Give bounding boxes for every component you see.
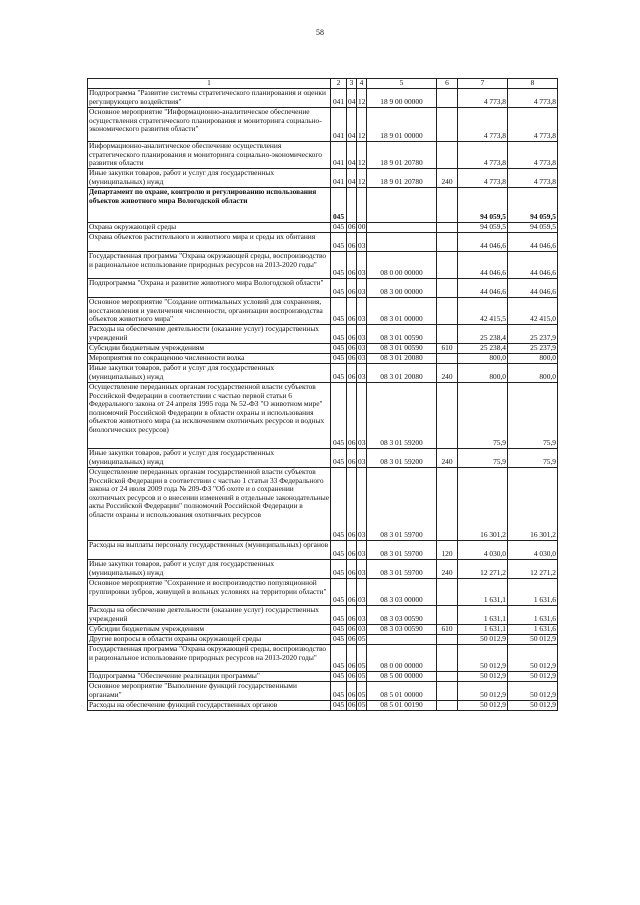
cell-section: 06 — [347, 383, 357, 449]
cell-section: 06 — [347, 560, 357, 579]
cell-target-article: 08 3 01 20080 — [367, 354, 437, 364]
cell-amount-2: 50 012,9 — [508, 672, 558, 682]
header-cell: 1 — [88, 79, 331, 89]
cell-target-article: 08 3 01 00590 — [367, 325, 437, 344]
cell-name: Основное мероприятие "Выполнение функций государственными органами" — [88, 682, 331, 701]
table-row — [88, 682, 558, 701]
cell-name: Основное мероприятие "Информационно-аналитическое обеспечение осуществления стратегического планирования и мониторинга социально-экономического развития области" — [88, 108, 331, 142]
cell-amount-2: 25 237,9 — [508, 344, 558, 354]
cell-grbs: 045 — [331, 298, 347, 325]
cell-subsection: 03 — [357, 364, 367, 383]
cell-expense-type — [437, 672, 458, 682]
cell-amount-2: 1 631,6 — [508, 625, 558, 635]
cell-section: 06 — [347, 468, 357, 541]
cell-expense-type: 240 — [437, 364, 458, 383]
cell-expense-type — [437, 468, 458, 541]
cell-expense-type — [437, 108, 458, 142]
cell-target-article: 18 9 01 20780 — [367, 169, 437, 188]
cell-subsection: 03 — [357, 383, 367, 449]
cell-section: 06 — [348, 343, 356, 353]
cell-subsection: 03 — [357, 606, 367, 625]
cell-expense-type: 610 — [437, 344, 458, 354]
cell-grbs: 045 — [331, 364, 347, 383]
cell-name: Иные закупки товаров, работ и услуг для государственных (муниципальных) нужд — [88, 560, 331, 579]
table-row — [88, 325, 558, 344]
cell-amount-1: 800,0 — [458, 364, 508, 383]
cell-expense-type — [437, 279, 458, 298]
cell-name: Подпрограмма "Охрана и развитие животного мира Вологодской области" — [88, 279, 331, 298]
cell-expense-type — [437, 188, 458, 223]
table-row — [88, 383, 558, 449]
cell-name: Основное мероприятие "Сохранение и воспроизводство популяционной группировки зубров, живущей в вольных условиях на территории области" — [88, 579, 331, 606]
cell-section: 04 — [347, 89, 357, 108]
cell-amount-1: 16 301,2 — [458, 468, 508, 541]
cell-section: 04 — [347, 142, 357, 169]
cell-amount-2: 12 271,2 — [508, 560, 558, 579]
cell-expense-type — [437, 645, 458, 672]
cell-expense-type — [437, 579, 458, 606]
cell-expense-type: 240 — [437, 560, 458, 579]
table-row — [88, 449, 558, 468]
cell-target-article: 08 3 00 00000 — [367, 279, 437, 298]
cell-subsection: 03 — [357, 298, 367, 325]
table-row — [88, 364, 558, 383]
budget-table — [87, 78, 558, 711]
cell-target-article — [367, 188, 437, 223]
cell-subsection: 03 — [357, 560, 367, 579]
cell-section: 06 — [348, 671, 356, 681]
cell-amount-2: 4 773,8 — [508, 169, 558, 188]
cell-subsection: 03 — [357, 233, 367, 252]
cell-grbs: 045 — [331, 579, 347, 606]
table-row — [88, 645, 558, 672]
table-row — [88, 188, 558, 223]
cell-name: Осуществление переданных органам государственной власти субъектов Российской Федерации в соответствии с частью 1 статьи 33 Федерального закона от 24 июля 2009 года № 209-ФЗ "Об охоте и о сохранении охотничьих ресурсов и о внесении изменений в отдельные законодательные акты Российской Федерации" полномочий Российской Федерации в области охраны и использования охотничьих ресурсов — [88, 468, 331, 541]
cell-section: 06 — [347, 325, 357, 344]
cell-amount-1: 44 046,6 — [458, 233, 508, 252]
cell-grbs: 041 — [331, 108, 347, 142]
cell-expense-type — [437, 142, 458, 169]
cell-section: 06 — [347, 279, 357, 298]
cell-target-article: 08 3 01 00590 — [367, 344, 437, 354]
cell-amount-1: 50 012,9 — [458, 682, 508, 701]
cell-expense-type — [437, 233, 458, 252]
table-row — [88, 142, 558, 169]
cell-subsection: 03 — [357, 449, 367, 468]
cell-amount-2: 94 059,5 — [508, 223, 558, 233]
cell-amount-2: 44 046,6 — [508, 279, 558, 298]
cell-grbs: 045 — [331, 635, 347, 645]
cell-subsection: 12 — [357, 108, 367, 142]
cell-amount-2: 4 773,8 — [508, 89, 558, 108]
header-cell: 2 — [331, 79, 347, 89]
cell-name: Подпрограмма "Развитие системы стратегического планирования и оценки регулирующего воздействия" — [88, 89, 331, 108]
table-row — [88, 298, 558, 325]
cell-name: Иные закупки товаров, работ и услуг для государственных (муниципальных) нужд — [88, 364, 331, 383]
cell-target-article: 08 3 01 20080 — [367, 364, 437, 383]
cell-section: 06 — [347, 579, 357, 606]
cell-amount-1: 4 773,8 — [458, 169, 508, 188]
table-row — [88, 468, 558, 541]
cell-grbs: 041 — [331, 89, 347, 108]
cell-section: 06 — [347, 541, 357, 560]
cell-amount-2: 75,9 — [508, 383, 558, 449]
cell-amount-1: 75,9 — [458, 383, 508, 449]
cell-subsection: 12 — [357, 169, 367, 188]
cell-subsection: 05 — [358, 700, 366, 710]
cell-subsection: 00 — [358, 222, 366, 232]
cell-amount-1: 1 631,1 — [458, 579, 508, 606]
cell-name: Государственная программа "Охрана окружающей среды, воспроизводство и рациональное использование природных ресурсов на 2013-2020 годы" — [88, 252, 331, 279]
cell-amount-1: 800,0 — [458, 354, 508, 364]
header-row — [88, 79, 558, 89]
cell-target-article: 08 0 00 00000 — [367, 645, 437, 672]
page-number: 58 — [316, 28, 324, 37]
cell-amount-1: 44 046,6 — [458, 252, 508, 279]
header-cell: 5 — [367, 79, 437, 89]
table-row — [88, 672, 558, 682]
cell-section: 06 — [348, 222, 356, 232]
cell-target-article — [367, 223, 437, 233]
header-cell: 6 — [437, 79, 458, 89]
cell-section: 06 — [348, 634, 356, 644]
cell-amount-1: 42 415,5 — [458, 298, 508, 325]
cell-name: Расходы на обеспечение деятельности (оказание услуг) государственных учреждений — [88, 606, 331, 625]
cell-amount-2: 1 631,6 — [508, 606, 558, 625]
cell-grbs: 045 — [331, 449, 347, 468]
table-row — [88, 560, 558, 579]
cell-subsection: 03 — [357, 252, 367, 279]
cell-target-article: 08 3 01 59700 — [367, 541, 437, 560]
cell-expense-type: 610 — [437, 625, 458, 635]
cell-grbs: 045 — [331, 223, 347, 233]
cell-target-article: 08 3 01 59700 — [367, 468, 437, 541]
cell-grbs: 045 — [331, 252, 347, 279]
cell-grbs: 045 — [331, 606, 347, 625]
cell-subsection: 05 — [358, 634, 366, 644]
cell-target-article: 08 3 03 00590 — [367, 625, 437, 635]
table-row — [88, 169, 558, 188]
cell-target-article: 08 0 00 00000 — [367, 252, 437, 279]
header-cell: 8 — [508, 79, 558, 89]
cell-name: Информационно-аналитическое обеспечение осуществления стратегического планирования и мониторинга социально-экономического развития области — [88, 142, 331, 169]
table-row — [88, 579, 558, 606]
cell-amount-1: 4 773,8 — [458, 89, 508, 108]
cell-target-article: 08 3 01 59200 — [367, 383, 437, 449]
cell-name: Основное мероприятие "Создание оптимальных условий для сохранения, восстановления и увеличения численности, организации воспроизводства объектов животного мира" — [88, 298, 331, 325]
cell-name: Расходы на выплаты персоналу государственных (муниципальных) органов — [88, 541, 331, 560]
cell-subsection: 03 — [358, 343, 366, 353]
cell-subsection: 03 — [357, 541, 367, 560]
header-cell: 7 — [458, 79, 508, 89]
cell-section: 06 — [348, 624, 356, 634]
cell-target-article — [367, 233, 437, 252]
cell-amount-1: 1 631,1 — [458, 606, 508, 625]
cell-grbs: 045 — [331, 625, 347, 635]
cell-amount-2: 4 773,8 — [508, 108, 558, 142]
table-row — [88, 701, 558, 711]
cell-amount-1: 25 238,4 — [458, 325, 508, 344]
cell-amount-2: 4 030,0 — [508, 541, 558, 560]
table-row — [88, 606, 558, 625]
cell-name: Расходы на обеспечение деятельности (оказание услуг) государственных учреждений — [88, 325, 331, 344]
cell-amount-2: 16 301,2 — [508, 468, 558, 541]
cell-name: Государственная программа "Охрана окружающей среды, воспроизводство и рациональное использование природных ресурсов на 2013-2020 годы" — [88, 645, 331, 672]
cell-amount-2: 800,0 — [508, 354, 558, 364]
cell-target-article: 08 3 03 00000 — [367, 579, 437, 606]
table-row — [88, 635, 558, 645]
cell-amount-1: 50 012,9 — [458, 645, 508, 672]
cell-amount-1: 1 631,1 — [458, 625, 508, 635]
cell-subsection: 03 — [357, 468, 367, 541]
cell-section: 06 — [347, 233, 357, 252]
cell-section — [347, 188, 357, 223]
cell-name: Охрана объектов растительного и животного мира и среды их обитания — [88, 233, 331, 252]
cell-subsection: 12 — [357, 89, 367, 108]
cell-name: Другие вопросы в области охраны окружающей среды — [88, 635, 331, 645]
cell-expense-type: 240 — [437, 169, 458, 188]
cell-amount-2: 1 631,6 — [508, 579, 558, 606]
cell-name: Расходы на обеспечение функций государственных органов — [88, 701, 331, 711]
table-row — [88, 233, 558, 252]
table-row — [88, 354, 558, 364]
table-row — [88, 223, 558, 233]
cell-grbs: 045 — [331, 560, 347, 579]
cell-target-article: 08 3 03 00590 — [367, 606, 437, 625]
cell-grbs: 045 — [331, 325, 347, 344]
cell-amount-1: 50 012,9 — [458, 672, 508, 682]
cell-target-article: 18 9 01 20780 — [367, 142, 437, 169]
cell-name: Иные закупки товаров, работ и услуг для государственных (муниципальных) нужд — [88, 449, 331, 468]
cell-amount-1: 25 238,4 — [458, 344, 508, 354]
cell-section: 06 — [347, 606, 357, 625]
cell-amount-2: 4 773,8 — [508, 142, 558, 169]
cell-expense-type — [437, 354, 458, 364]
cell-grbs: 045 — [331, 541, 347, 560]
cell-grbs: 045 — [331, 233, 347, 252]
cell-section: 06 — [347, 252, 357, 279]
cell-expense-type: 240 — [437, 449, 458, 468]
cell-expense-type — [437, 606, 458, 625]
cell-grbs: 045 — [331, 468, 347, 541]
cell-amount-2: 25 237,9 — [508, 325, 558, 344]
cell-target-article — [367, 635, 437, 645]
cell-amount-2: 50 012,9 — [508, 635, 558, 645]
cell-subsection: 03 — [357, 279, 367, 298]
cell-amount-2: 44 046,6 — [508, 233, 558, 252]
cell-target-article: 08 3 01 59200 — [367, 449, 437, 468]
cell-target-article: 18 9 01 00000 — [367, 108, 437, 142]
cell-grbs: 045 — [331, 344, 347, 354]
cell-amount-1: 12 271,2 — [458, 560, 508, 579]
cell-name: Мероприятия по сокращению численности волка — [88, 354, 331, 364]
cell-name: Субсидии бюджетным учреждениям — [88, 625, 331, 635]
cell-section: 06 — [347, 645, 357, 672]
cell-name: Охрана окружающей среды — [88, 223, 331, 233]
cell-section: 06 — [347, 449, 357, 468]
cell-amount-2: 50 012,9 — [508, 645, 558, 672]
cell-subsection — [357, 188, 367, 223]
cell-target-article: 08 3 01 00000 — [367, 298, 437, 325]
cell-section: 06 — [348, 353, 356, 363]
cell-target-article: 08 5 00 00000 — [367, 672, 437, 682]
cell-subsection: 03 — [358, 624, 366, 634]
cell-grbs: 045 — [331, 279, 347, 298]
cell-grbs: 045 — [331, 188, 347, 223]
cell-section: 06 — [347, 364, 357, 383]
table-row — [88, 625, 558, 635]
cell-expense-type — [437, 89, 458, 108]
cell-amount-1: 94 059,5 — [458, 188, 508, 223]
cell-subsection: 12 — [357, 142, 367, 169]
cell-section: 04 — [347, 169, 357, 188]
cell-name: Осуществление переданных органам государственной власти субъектов Российской Федерации в соответствии с частью первой статьи 6 Федерального закона от 24 апреля 1995 года № 52-ФЗ "О животном мире" полномочий Российской Федерации в области охраны и использования объектов животного мира (за исключением охотничьих ресурсов и водных биологических ресурсов) — [88, 383, 331, 449]
table-row — [88, 252, 558, 279]
cell-subsection: 05 — [357, 645, 367, 672]
cell-amount-1: 4 773,8 — [458, 142, 508, 169]
cell-amount-2: 42 415,0 — [508, 298, 558, 325]
cell-amount-2: 44 046,6 — [508, 252, 558, 279]
cell-subsection: 03 — [358, 353, 366, 363]
cell-name: Субсидии бюджетным учреждениям — [88, 344, 331, 354]
cell-section: 04 — [347, 108, 357, 142]
cell-amount-1: 4 030,0 — [458, 541, 508, 560]
header-cell: 3 — [347, 79, 357, 89]
cell-subsection: 05 — [357, 682, 367, 701]
cell-grbs: 041 — [331, 169, 347, 188]
cell-expense-type — [437, 223, 458, 233]
cell-grbs: 045 — [331, 354, 347, 364]
cell-name: Департамент по охране, контролю и регулированию использования объектов животного мира Вологодской области — [88, 188, 331, 223]
cell-target-article: 08 5 01 00000 — [367, 682, 437, 701]
cell-expense-type — [437, 298, 458, 325]
cell-expense-type — [437, 383, 458, 449]
cell-grbs: 045 — [331, 383, 347, 449]
cell-subsection: 03 — [357, 325, 367, 344]
cell-section: 06 — [347, 682, 357, 701]
cell-subsection: 05 — [358, 671, 366, 681]
cell-amount-2: 94 059,5 — [508, 188, 558, 223]
cell-amount-1: 94 059,5 — [458, 223, 508, 233]
cell-amount-2: 50 012,9 — [508, 682, 558, 701]
cell-target-article: 08 3 01 59700 — [367, 560, 437, 579]
cell-target-article: 18 9 00 00000 — [367, 89, 437, 108]
cell-expense-type: 120 — [437, 541, 458, 560]
cell-amount-1: 50 012,9 — [458, 635, 508, 645]
cell-amount-2: 800,0 — [508, 364, 558, 383]
cell-expense-type — [437, 682, 458, 701]
cell-grbs: 045 — [331, 645, 347, 672]
table-row — [88, 541, 558, 560]
cell-section: 06 — [347, 298, 357, 325]
table-row — [88, 89, 558, 108]
table-row — [88, 108, 558, 142]
cell-subsection: 03 — [357, 579, 367, 606]
cell-grbs: 045 — [331, 672, 347, 682]
cell-amount-2: 50 012,9 — [508, 701, 558, 711]
cell-amount-1: 75,9 — [458, 449, 508, 468]
cell-amount-2: 75,9 — [508, 449, 558, 468]
cell-target-article: 08 5 01 00190 — [367, 701, 437, 711]
cell-grbs: 041 — [331, 142, 347, 169]
cell-name: Иные закупки товаров, работ и услуг для государственных (муниципальных) нужд — [88, 169, 331, 188]
cell-grbs: 045 — [331, 701, 347, 711]
cell-expense-type — [437, 325, 458, 344]
cell-expense-type — [437, 701, 458, 711]
cell-name: Подпрограмма "Обеспечение реализации программы" — [88, 672, 331, 682]
cell-expense-type — [437, 252, 458, 279]
header-cell: 4 — [357, 79, 367, 89]
table-row — [88, 344, 558, 354]
cell-amount-1: 4 773,8 — [458, 108, 508, 142]
cell-expense-type — [437, 635, 458, 645]
table-row — [88, 279, 558, 298]
cell-grbs: 045 — [331, 682, 347, 701]
cell-amount-1: 50 012,9 — [458, 701, 508, 711]
cell-section: 06 — [348, 700, 356, 710]
cell-amount-1: 44 046,6 — [458, 279, 508, 298]
